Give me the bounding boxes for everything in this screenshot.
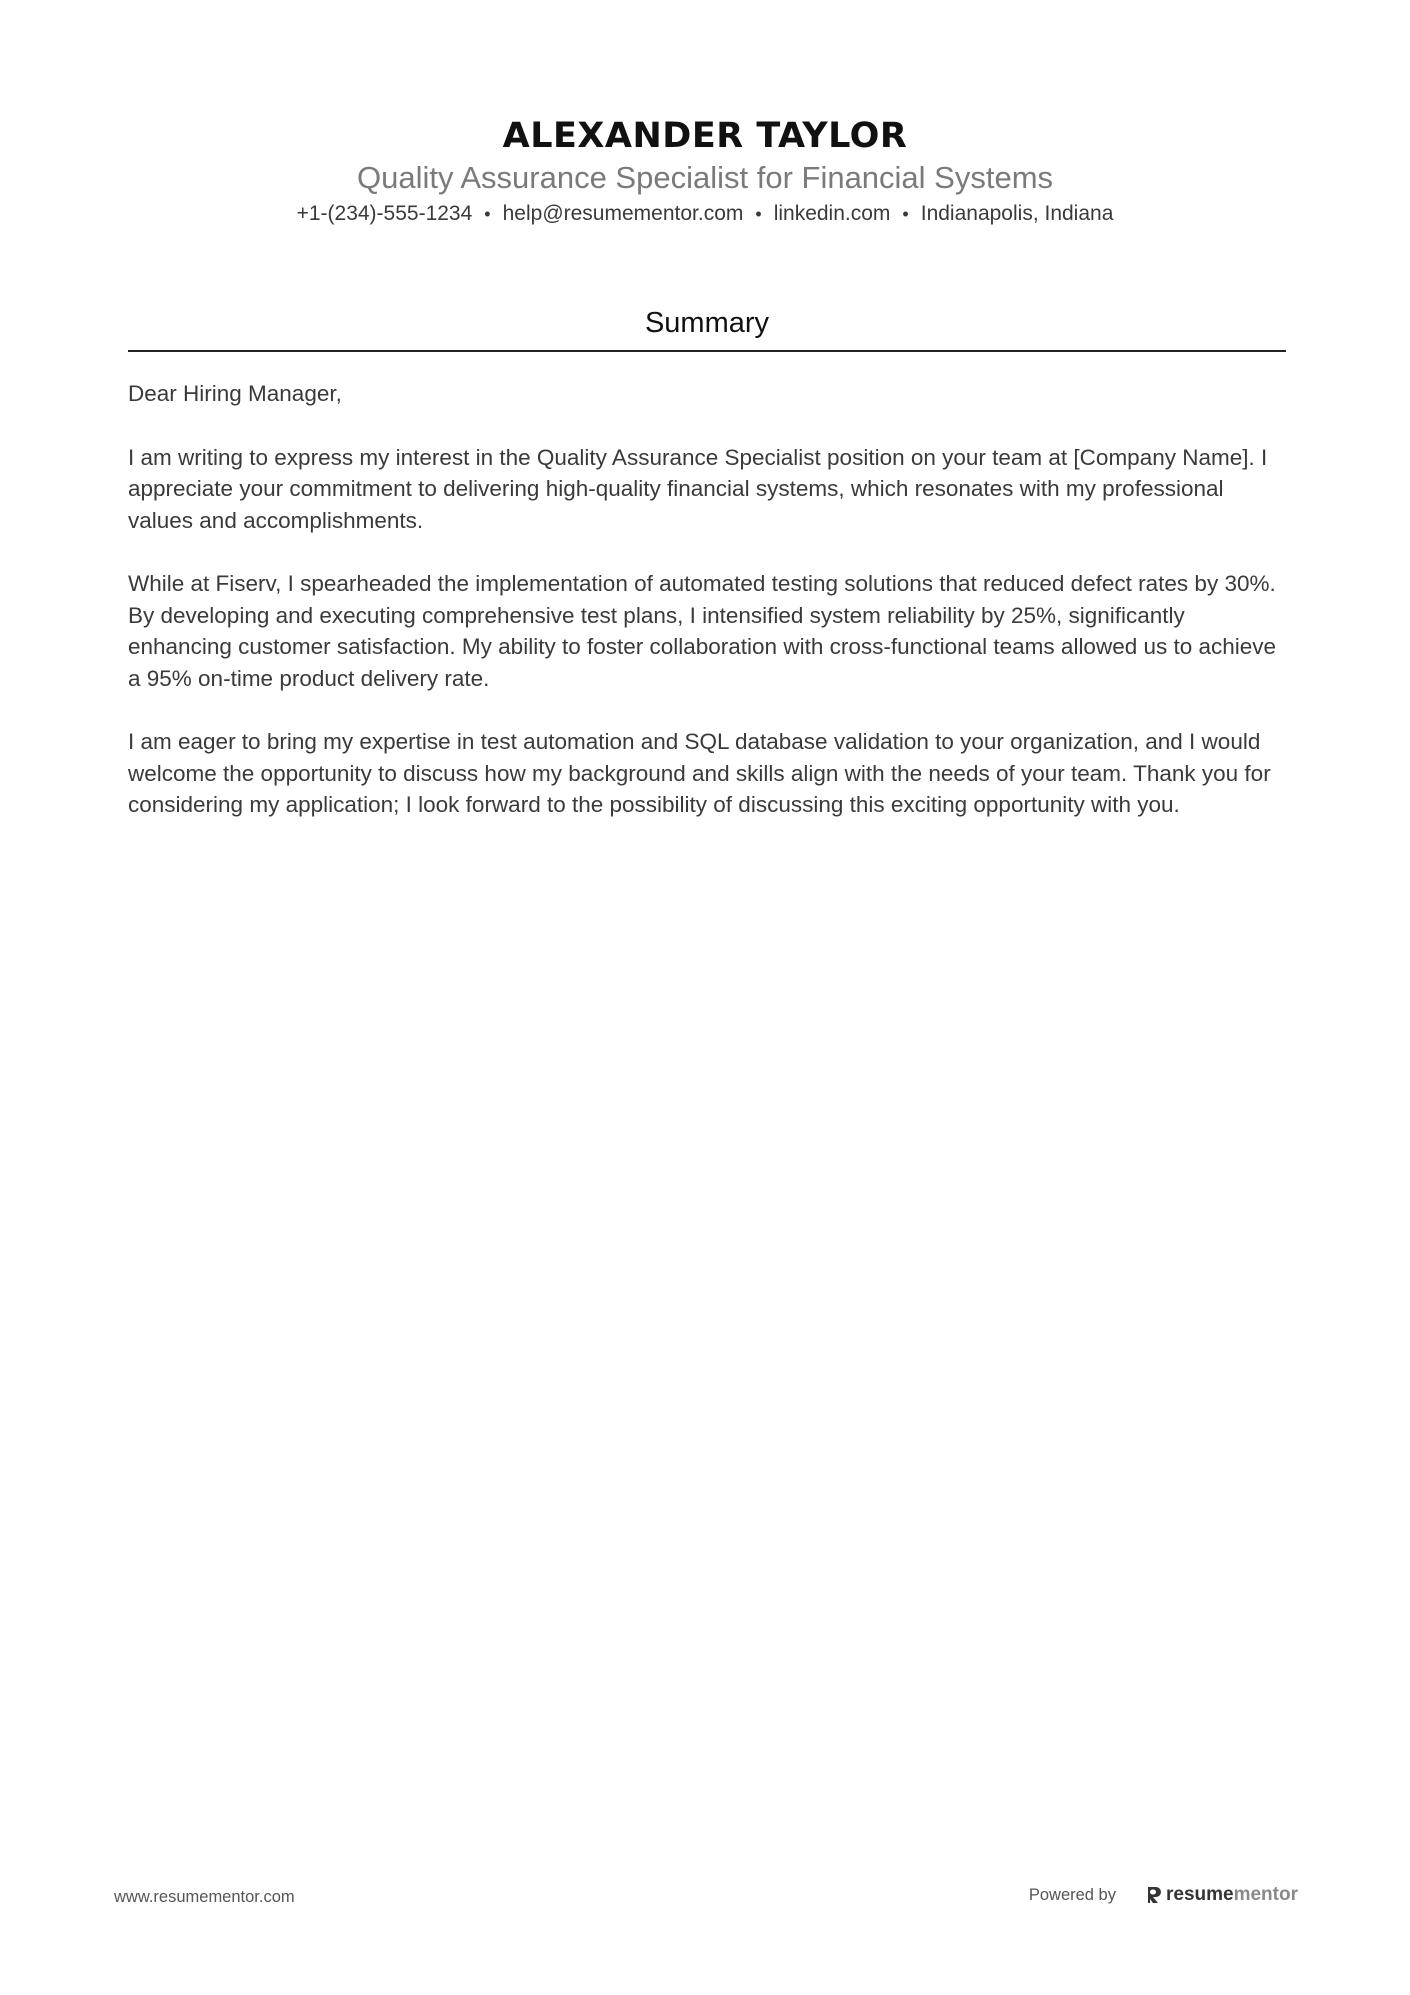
contact-separator: •: [902, 204, 909, 224]
section-title: Summary: [644, 307, 770, 339]
resumementor-logo-icon: [1146, 1885, 1162, 1905]
contact-separator: •: [755, 204, 762, 224]
letter-greeting: Dear Hiring Manager,: [128, 381, 342, 406]
section-divider: [128, 350, 1286, 352]
contact-separator: •: [484, 204, 491, 224]
contact-linkedin[interactable]: linkedin.com: [773, 202, 891, 225]
contact-location: Indianapolis, Indiana: [920, 202, 1114, 225]
letter-header: [0, 112, 1410, 229]
letter-paragraph: I am eager to bring my expertise in test automation and SQL database validation to your organization, and I would welcome the opportunity to discuss how my background and skills align with the needs of your team. Thank you for considering my application; I look forward to the possibility of discussing this exciting opportunity with you.: [128, 729, 1271, 817]
brand-name-part1: resume: [1165, 1884, 1234, 1905]
brand-logo[interactable]: [1146, 1884, 1298, 1906]
letter-paragraph: While at Fiserv, I spearheaded the implementation of automated testing solutions that reduced defect rates by 30%. By developing and executing comprehensive test plans, I intensified system reliability by 25%, significantly enhancing customer satisfaction. My ability to foster collaboration with cross-functional teams allowed us to achieve a 95% on-time product delivery rate.: [128, 571, 1277, 691]
letter-body: [128, 378, 1288, 853]
powered-by-label: Powered by: [1028, 1885, 1116, 1904]
brand-name-part2: mentor: [1233, 1884, 1298, 1905]
applicant-name: ALEXANDER TAYLOR: [502, 116, 908, 156]
contact-line: [0, 199, 1410, 229]
job-title: Quality Assurance Specialist for Financial Systems: [356, 160, 1054, 195]
footer-website-link[interactable]: www.resumementor.com: [114, 1888, 295, 1906]
letter-paragraph: I am writing to express my interest in the Quality Assurance Specialist position on your team at [Company Name]. I appreciate your commitment to delivering high-quality financial systems, which resonates with my professional values and accomplishments.: [128, 444, 1268, 533]
contact-phone: +1-(234)-555-1234: [296, 202, 473, 225]
footer-branding: [1029, 1884, 1298, 1906]
contact-email[interactable]: help@resumementor.com: [502, 202, 744, 225]
